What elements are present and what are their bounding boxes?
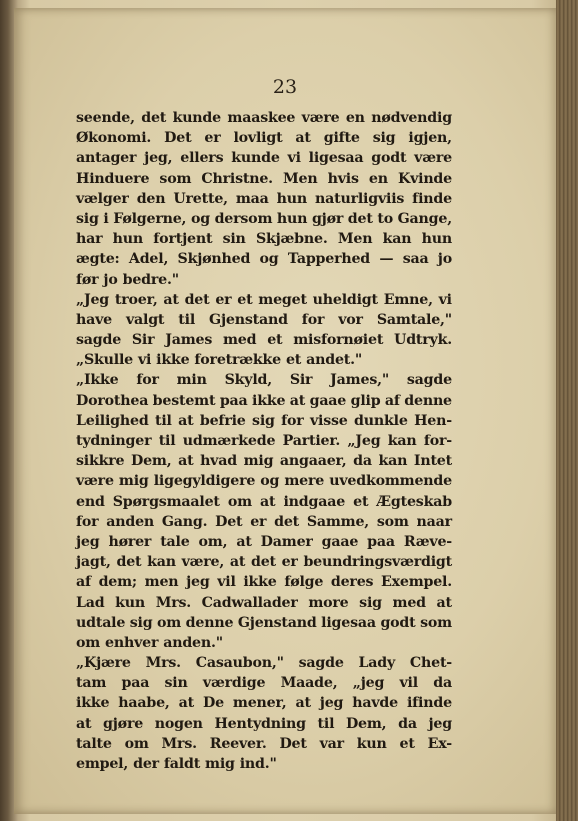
text-line: tydninger til udmærkede Partier. „Jeg kan for- — [76, 433, 452, 449]
text-line: jeg hører tale om, at Damer gaae paa Ræve- — [76, 533, 452, 550]
text-line: sagde Sir James med et misfornøiet Udtryk. — [76, 332, 452, 349]
text-line: udtale sig om denne Gjenstand ligesaa godt som — [76, 614, 452, 631]
text-line: have valgt til Gjenstand for vor Samtale," — [76, 311, 452, 328]
text-line: Lad kun Mrs. Cadwallader more sig med at — [76, 594, 452, 611]
text-line: „Jeg troer, at det er et meget uheldigt Emne, vi — [76, 291, 452, 308]
text-line: tam paa sin værdige Maade, „jeg vil da — [76, 675, 452, 692]
text-line: Hinduere som Christne. Men hvis en Kvinde — [76, 170, 452, 187]
text-line: sig i Følgerne, og dersom hun gjør det to Gange, — [76, 210, 452, 227]
text-line: ægte: Adel, Skjønhed og Tapperhed — saa jo — [76, 251, 452, 268]
paper-page — [14, 8, 556, 814]
text-line: empel, der faldt mig ind." — [76, 756, 277, 772]
text-line: for anden Gang. Det er det Samme, som naar — [76, 513, 452, 530]
text-line: Leilighed til at befrie sig for visse dunkle Hen- — [76, 412, 452, 429]
text-line: Dorothea bestemt paa ikke at gaae glip af denne — [76, 392, 452, 409]
text-line: være mig ligegyldigere og mere uvedkommende — [76, 473, 452, 490]
text-line: om enhver anden." — [76, 634, 223, 651]
text-line: sikkre Dem, at hvad mig angaaer, da kan Intet — [76, 453, 452, 470]
body-text — [76, 108, 452, 774]
text-line: „Kjære Mrs. Casaubon," sagde Lady Chet- — [76, 655, 452, 672]
text-line: antager jeg, ellers kunde vi ligesaa godt være — [76, 150, 452, 167]
text-line: Økonomi. Det er lovligt at gifte sig igjen, — [76, 130, 452, 147]
text-line: end Spørgsmaalet om at indgaae et Ægteskab — [76, 493, 452, 510]
text-line: før jo bedre." — [76, 271, 179, 288]
text-line: af dem; men jeg vil ikke følge deres Exempel. — [76, 574, 452, 591]
text-line: jagt, det kan være, at det er beundringsværdigt — [76, 554, 452, 571]
page-number: 23 — [272, 76, 298, 98]
text-line: „Ikke for min Skyld, Sir James," sagde — [76, 372, 452, 389]
text-line: ikke haabe, at De mener, at jeg havde ifinde — [76, 695, 452, 712]
text-line: vælger den Urette, maa hun naturligviis finde — [76, 190, 452, 207]
book-edge — [556, 0, 578, 821]
text-line: har hun fortjent sin Skjæbne. Men kan hun — [76, 231, 452, 248]
text-line: talte om Mrs. Reever. Det var kun et Ex- — [76, 735, 452, 752]
text-line: „Skulle vi ikke foretrække et andet." — [76, 352, 363, 369]
text-line: seende, det kunde maaskee være en nødvendig — [76, 110, 452, 126]
text-line: at gjøre nogen Hentydning til Dem, da jeg — [76, 715, 452, 732]
